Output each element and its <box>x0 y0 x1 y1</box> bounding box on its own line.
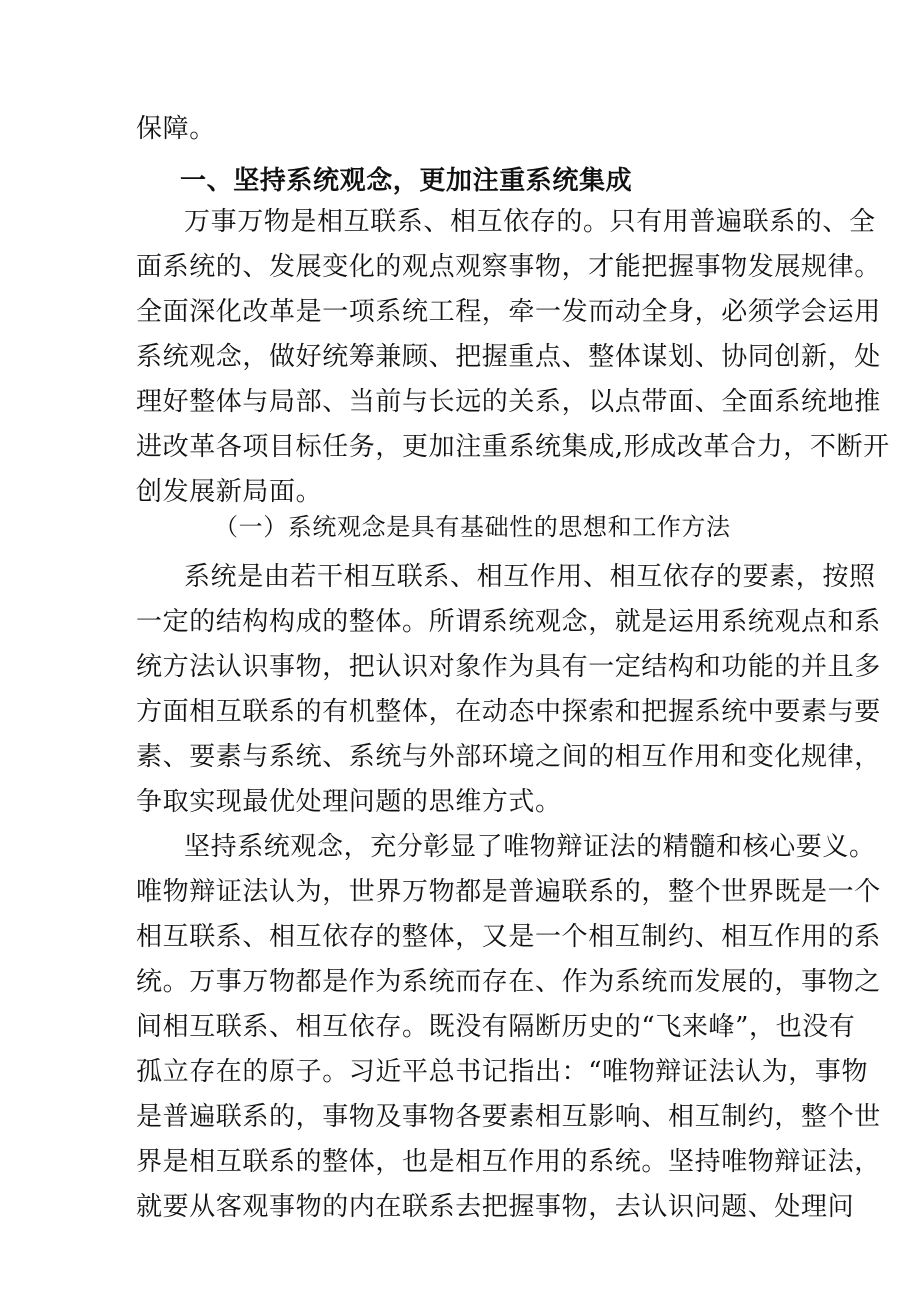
paragraph-line: 万事万物是相互联系、相互依存的。只有用普遍联系的、全 <box>184 207 876 237</box>
paragraph-line: 一定的结构构成的整体。所谓系统观念，就是运用系统观点和系 <box>136 607 881 637</box>
paragraph-line: 间相互联系、相互依存。既没有隔断历史的“飞来峰”，也没有 <box>136 1012 856 1042</box>
paragraph-line: 坚持系统观念，充分彰显了唯物辩证法的精髓和核心要义。 <box>184 832 876 862</box>
paragraph-line: 统方法认识事物，把认识对象作为具有一定结构和功能的并且多 <box>136 652 881 682</box>
paragraph-line: 唯物辩证法认为，世界万物都是普遍联系的，整个世界既是一个 <box>136 877 881 907</box>
paragraph-line: 孤立存在的原子。习近平总书记指出：“唯物辩证法认为，事物 <box>136 1057 869 1087</box>
paragraph-line: 理好整体与局部、当前与长远的关系，以点带面、全面系统地推 <box>136 387 881 417</box>
section-heading: 一、坚持系统观念，更加注重系统集成 <box>180 166 633 196</box>
paragraph-line: 创发展新局面。 <box>136 477 323 507</box>
paragraph-line: 争取实现最优处理问题的思维方式。 <box>136 787 562 817</box>
paragraph-line: 方面相互联系的有机整体，在动态中探索和把握系统中要素与要 <box>136 697 881 727</box>
paragraph-line: 相互联系、相互依存的整体，又是一个相互制约、相互作用的系 <box>136 922 881 952</box>
paragraph-line: 界是相互联系的整体，也是相互作用的系统。坚持唯物辩证法， <box>136 1147 881 1177</box>
paragraph-line: 系统观念，做好统筹兼顾、把握重点、整体谋划、协同创新，处 <box>136 342 881 372</box>
paragraph-line: 就要从客观事物的内在联系去把握事物，去认识问题、处理问 <box>136 1192 855 1222</box>
text-line: 保障。 <box>136 114 216 144</box>
paragraph-line: 素、要素与系统、系统与外部环境之间的相互作用和变化规律， <box>136 742 881 772</box>
paragraph-line: 系统是由若干相互联系、相互作用、相互依存的要素，按照 <box>184 562 876 592</box>
paragraph-line: 进改革各项目标任务，更加注重系统集成,形成改革合力，不断开 <box>136 432 890 462</box>
subsection-heading: （一）系统观念是具有基础性的思想和工作方法 <box>214 513 731 541</box>
paragraph-line: 统。万事万物都是作为系统而存在、作为系统而发展的，事物之 <box>136 967 881 997</box>
paragraph-line: 是普遍联系的，事物及事物各要素相互影响、相互制约，整个世 <box>136 1102 881 1132</box>
paragraph-line: 全面深化改革是一项系统工程，牵一发而动全身，必须学会运用 <box>136 297 881 327</box>
paragraph-line: 面系统的、发展变化的观点观察事物，才能把握事物发展规律。 <box>136 252 881 282</box>
